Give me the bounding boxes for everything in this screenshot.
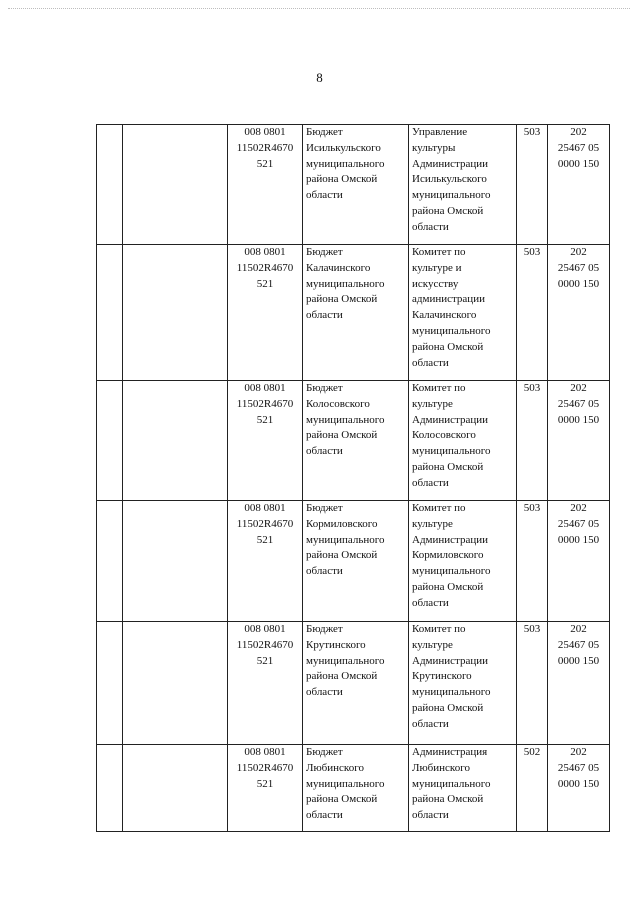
cell-line: Калачинского bbox=[306, 261, 371, 274]
cell-line: 0000 150 bbox=[557, 654, 600, 667]
revenue-cell bbox=[548, 245, 610, 381]
cell-line: Бюджет bbox=[306, 623, 343, 635]
cell-line: области bbox=[412, 356, 449, 369]
table-row bbox=[97, 745, 610, 832]
budget-cell bbox=[303, 125, 409, 245]
cell-line: района Омской bbox=[306, 429, 378, 442]
cell-line: Управление bbox=[412, 126, 468, 138]
cell-line: муниципального bbox=[412, 777, 491, 790]
budget-cell bbox=[303, 622, 409, 745]
cell-line: 202 bbox=[570, 623, 587, 635]
cell-line: Администрации bbox=[412, 157, 489, 170]
cell-line: администрации bbox=[412, 293, 485, 306]
blank-cell bbox=[123, 381, 228, 501]
cell-line: 0000 150 bbox=[557, 777, 600, 790]
cell-line: района Омской bbox=[412, 701, 484, 714]
cell-line: Колосовского bbox=[306, 397, 370, 410]
code-cell bbox=[228, 381, 303, 501]
cell-line: 25467 05 bbox=[557, 261, 600, 274]
code-cell bbox=[228, 125, 303, 245]
cell-line: муниципального bbox=[306, 777, 385, 790]
cell-line: области bbox=[306, 809, 343, 822]
cell-text: 503 bbox=[523, 246, 541, 258]
cell-text: 503 bbox=[523, 623, 541, 635]
cell-line: 521 bbox=[256, 277, 274, 290]
cell-line: 521 bbox=[256, 533, 274, 546]
cell-line: Исилькульского bbox=[306, 141, 381, 154]
blank-cell bbox=[97, 125, 123, 245]
cell-line: 0000 150 bbox=[557, 413, 600, 426]
cell-line: района Омской bbox=[306, 549, 378, 562]
cell-line: 521 bbox=[256, 157, 274, 170]
cell-line: 008 0801 bbox=[244, 382, 286, 394]
cell-line: Администрация bbox=[412, 746, 488, 758]
cell-line: культуры bbox=[412, 141, 456, 154]
code-cell bbox=[228, 501, 303, 622]
cell-line: 0000 150 bbox=[557, 157, 600, 170]
admin-cell bbox=[409, 745, 517, 832]
cell-text: 503 bbox=[523, 502, 541, 514]
cell-line: Комитет по bbox=[412, 382, 466, 394]
cell-line: 0000 150 bbox=[557, 277, 600, 290]
cell-line: Бюджет bbox=[306, 382, 343, 394]
cell-line: Администрации bbox=[412, 654, 489, 667]
cell-line: Комитет по bbox=[412, 246, 466, 258]
cell-line: области bbox=[306, 189, 343, 202]
blank-cell bbox=[97, 501, 123, 622]
cell-line: муниципального bbox=[412, 686, 491, 699]
budget-cell bbox=[303, 245, 409, 381]
cell-text: 502 bbox=[523, 746, 541, 758]
page-top-edge bbox=[8, 8, 630, 9]
cell-line: района Омской bbox=[412, 460, 484, 473]
cell-line: области bbox=[306, 309, 343, 322]
cell-line: Крутинского bbox=[306, 638, 366, 651]
cell-line: культуре bbox=[412, 638, 453, 651]
cell-line: 11502R4670 bbox=[236, 761, 294, 774]
num-cell bbox=[517, 501, 548, 622]
cell-line: Бюджет bbox=[306, 126, 343, 138]
blank-cell bbox=[97, 245, 123, 381]
blank-cell bbox=[97, 381, 123, 501]
cell-line: 521 bbox=[256, 777, 274, 790]
cell-line: области bbox=[306, 686, 343, 699]
table-row bbox=[97, 125, 610, 245]
blank-cell bbox=[123, 245, 228, 381]
cell-line: Комитет по bbox=[412, 623, 466, 635]
cell-line: 11502R4670 bbox=[236, 261, 294, 274]
cell-line: Кормиловского bbox=[306, 517, 378, 530]
cell-line: Любинского bbox=[306, 761, 364, 774]
num-cell bbox=[517, 245, 548, 381]
cell-text: 503 bbox=[523, 382, 541, 394]
blank-cell bbox=[123, 501, 228, 622]
cell-line: Кормиловского bbox=[412, 549, 484, 562]
table-row bbox=[97, 381, 610, 501]
revenue-cell bbox=[548, 125, 610, 245]
blank-cell bbox=[123, 745, 228, 832]
budget-cell bbox=[303, 381, 409, 501]
revenue-cell bbox=[548, 501, 610, 622]
cell-line: 11502R4670 bbox=[236, 141, 294, 154]
num-cell bbox=[517, 622, 548, 745]
cell-line: муниципального bbox=[306, 277, 385, 290]
budget-table bbox=[96, 124, 610, 832]
admin-cell bbox=[409, 622, 517, 745]
cell-line: области bbox=[306, 565, 343, 578]
cell-line: 202 bbox=[570, 746, 587, 758]
blank-cell bbox=[123, 125, 228, 245]
cell-line: Колосовского bbox=[412, 429, 476, 442]
cell-line: культуре bbox=[412, 397, 453, 410]
budget-cell bbox=[303, 745, 409, 832]
num-cell bbox=[517, 745, 548, 832]
blank-cell bbox=[97, 745, 123, 832]
cell-line: 202 bbox=[570, 126, 587, 138]
blank-cell bbox=[97, 622, 123, 745]
cell-line: муниципального bbox=[306, 413, 385, 426]
num-cell bbox=[517, 381, 548, 501]
cell-text: 503 bbox=[523, 126, 541, 138]
table-row bbox=[97, 245, 610, 381]
cell-line: 25467 05 bbox=[557, 517, 600, 530]
cell-line: Любинского bbox=[412, 761, 470, 774]
cell-line: области bbox=[412, 717, 449, 730]
admin-cell bbox=[409, 125, 517, 245]
cell-line: 202 bbox=[570, 246, 587, 258]
cell-line: искусству bbox=[412, 277, 459, 290]
cell-line: района Омской bbox=[412, 580, 484, 593]
cell-line: района Омской bbox=[306, 670, 378, 683]
cell-line: Калачинского bbox=[412, 309, 477, 322]
cell-line: Администрации bbox=[412, 533, 489, 546]
cell-line: района Омской bbox=[306, 293, 378, 306]
cell-line: Администрации bbox=[412, 413, 489, 426]
cell-line: района Омской bbox=[412, 793, 484, 806]
cell-line: области bbox=[412, 809, 449, 822]
admin-cell bbox=[409, 245, 517, 381]
cell-line: 521 bbox=[256, 654, 274, 667]
code-cell bbox=[228, 622, 303, 745]
cell-line: культуре bbox=[412, 517, 453, 530]
table-row bbox=[97, 501, 610, 622]
revenue-cell bbox=[548, 622, 610, 745]
cell-line: муниципального bbox=[412, 565, 491, 578]
cell-line: Бюджет bbox=[306, 746, 343, 758]
num-cell bbox=[517, 125, 548, 245]
cell-line: области bbox=[412, 220, 449, 233]
cell-line: 0000 150 bbox=[557, 533, 600, 546]
cell-line: области bbox=[412, 596, 449, 609]
cell-line: муниципального bbox=[306, 654, 385, 667]
cell-line: 25467 05 bbox=[557, 141, 600, 154]
cell-line: 008 0801 bbox=[244, 746, 286, 758]
cell-line: Исилькульского bbox=[412, 173, 487, 186]
cell-line: муниципального bbox=[306, 157, 385, 170]
cell-line: 11502R4670 bbox=[236, 638, 294, 651]
cell-line: 202 bbox=[570, 502, 587, 514]
cell-line: области bbox=[412, 476, 449, 489]
cell-line: 25467 05 bbox=[557, 638, 600, 651]
cell-line: муниципального bbox=[412, 445, 491, 458]
cell-line: 008 0801 bbox=[244, 623, 286, 635]
cell-line: области bbox=[306, 445, 343, 458]
blank-cell bbox=[123, 622, 228, 745]
page-number: 8 bbox=[316, 70, 323, 85]
admin-cell bbox=[409, 501, 517, 622]
cell-line: района Омской bbox=[306, 793, 378, 806]
cell-line: района Омской bbox=[412, 340, 484, 353]
table-body bbox=[97, 125, 610, 832]
cell-line: 11502R4670 bbox=[236, 517, 294, 530]
cell-line: 521 bbox=[256, 413, 274, 426]
cell-line: Крутинского bbox=[412, 670, 472, 683]
cell-line: 008 0801 bbox=[244, 502, 286, 514]
budget-cell bbox=[303, 501, 409, 622]
cell-line: Бюджет bbox=[306, 502, 343, 514]
cell-line: муниципального bbox=[412, 324, 491, 337]
revenue-cell bbox=[548, 745, 610, 832]
cell-line: муниципального bbox=[412, 189, 491, 202]
cell-line: района Омской bbox=[306, 173, 378, 186]
cell-line: культуре и bbox=[412, 261, 462, 274]
cell-line: 008 0801 bbox=[244, 126, 286, 138]
revenue-cell bbox=[548, 381, 610, 501]
cell-line: 202 bbox=[570, 382, 587, 394]
code-cell bbox=[228, 745, 303, 832]
table-row bbox=[97, 622, 610, 745]
admin-cell bbox=[409, 381, 517, 501]
cell-line: муниципального bbox=[306, 533, 385, 546]
cell-line: Бюджет bbox=[306, 246, 343, 258]
cell-line: 008 0801 bbox=[244, 246, 286, 258]
code-cell bbox=[228, 245, 303, 381]
cell-line: района Омской bbox=[412, 204, 484, 217]
cell-line: Комитет по bbox=[412, 502, 466, 514]
cell-line: 25467 05 bbox=[557, 397, 600, 410]
cell-line: 25467 05 bbox=[557, 761, 600, 774]
cell-line: 11502R4670 bbox=[236, 397, 294, 410]
